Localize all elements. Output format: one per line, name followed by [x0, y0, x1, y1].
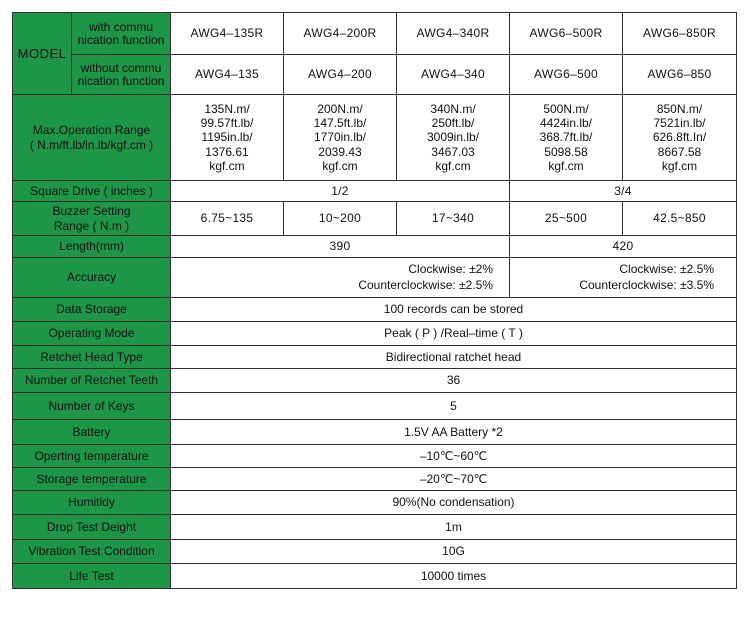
operating-mode-label: Operating Mode	[13, 322, 171, 346]
buzzer-value-5: 42.5~850	[623, 202, 737, 236]
spec-row	[13, 322, 737, 346]
model-without-1: AWG4–135	[171, 55, 284, 95]
max-range-label: Max.Operation Range ( N.m/ft.lb/in.lb/kgf.cm )	[13, 95, 171, 181]
battery-label: Battery	[13, 420, 171, 445]
spec-row	[13, 445, 737, 468]
teeth-value: 36	[171, 369, 737, 393]
storage-temp-label: Storage temperature	[13, 468, 171, 491]
operating-mode-value: Peak ( P ) /Real–time ( T )	[171, 322, 737, 346]
buzzer-value-4: 25~500	[510, 202, 623, 236]
max-range-cell-2: 200N.m/ 147.5ft.lb/ 1770in.lb/ 2039.43 kgf.cm	[284, 95, 397, 181]
spec-row	[13, 540, 737, 564]
keys-value: 5	[171, 393, 737, 420]
spec-row	[13, 420, 737, 445]
model-row-with-comm	[13, 13, 737, 55]
spec-row	[13, 515, 737, 540]
square-drive-value-1: 1/2	[171, 181, 510, 202]
accuracy-label: Accuracy	[13, 258, 171, 298]
accuracy-value-2: Clockwise: ±2.5% Counterclockwise: ±3.5%	[510, 258, 737, 298]
drop-test-label: Drop Test Deight	[13, 515, 171, 540]
spec-row	[13, 298, 737, 322]
length-value-2: 420	[510, 236, 737, 258]
spec-row	[13, 346, 737, 369]
model-with-5: AWG6–850R	[623, 13, 737, 55]
operating-temp-label: Operting temperature	[13, 445, 171, 468]
life-test-label: Life Test	[13, 564, 171, 589]
battery-value: 1.5V AA Battery *2	[171, 420, 737, 445]
model-without-2: AWG4–200	[284, 55, 397, 95]
model-without-3: AWG4–340	[397, 55, 510, 95]
teeth-label: Number of Retchet Teeth	[13, 369, 171, 393]
spec-table	[12, 12, 737, 589]
model-without-5: AWG6–850	[623, 55, 737, 95]
model-with-4: AWG6–500R	[510, 13, 623, 55]
humidity-label: Humitidy	[13, 491, 171, 515]
accuracy-value-1: Clockwise: ±2% Counterclockwise: ±2.5%	[171, 258, 510, 298]
model-with-1: AWG4–135R	[171, 13, 284, 55]
data-storage-value: 100 records can be stored	[171, 298, 737, 322]
model-without-4: AWG6–500	[510, 55, 623, 95]
operating-temp-value: –10℃~60℃	[171, 445, 737, 468]
life-test-value: 10000 times	[171, 564, 737, 589]
length-value-1: 390	[171, 236, 510, 258]
square-drive-row	[13, 181, 737, 202]
keys-label: Number of Keys	[13, 393, 171, 420]
buzzer-value-2: 10~200	[284, 202, 397, 236]
max-range-cell-4: 500N.m/ 4424in.lb/ 368.7ft.lb/ 5098.58 kgf.cm	[510, 95, 623, 181]
buzzer-label: Buzzer Setting Range ( N.m )	[13, 202, 171, 236]
model-with-2: AWG4–200R	[284, 13, 397, 55]
max-range-cell-5: 850N.m/ 7521in.lb/ 626.8ft.In/ 8667.58 kgf.cm	[623, 95, 737, 181]
data-storage-label: Data Storage	[13, 298, 171, 322]
head-type-label: Retchet Head Type	[13, 346, 171, 369]
buzzer-value-3: 17~340	[397, 202, 510, 236]
head-type-value: Bidirectional ratchet head	[171, 346, 737, 369]
buzzer-value-1: 6.75~135	[171, 202, 284, 236]
square-drive-label: Square Drive ( inches )	[13, 181, 171, 202]
storage-temp-value: –20℃~70℃	[171, 468, 737, 491]
with-comm-label: with commu nication function	[72, 13, 171, 55]
square-drive-value-2: 3/4	[510, 181, 737, 202]
spec-row	[13, 393, 737, 420]
spec-row	[13, 564, 737, 589]
model-label: MODEL	[13, 13, 72, 95]
max-range-cell-3: 340N.m/ 250ft.lb/ 3009in.lb/ 3467.03 kgf.cm	[397, 95, 510, 181]
model-with-3: AWG4–340R	[397, 13, 510, 55]
max-range-row	[13, 95, 737, 181]
drop-test-value: 1m	[171, 515, 737, 540]
humidity-value: 90%(No condensation)	[171, 491, 737, 515]
max-range-cell-1: 135N.m/ 99.57ft.lb/ 1195in.lb/ 1376.61 kgf.cm	[171, 95, 284, 181]
vibration-test-value: 10G	[171, 540, 737, 564]
buzzer-row	[13, 202, 737, 236]
length-row	[13, 236, 737, 258]
spec-row	[13, 369, 737, 393]
model-row-without-comm	[13, 55, 737, 95]
spec-row	[13, 468, 737, 491]
vibration-test-label: Vibration Test Condition	[13, 540, 171, 564]
length-label: Length(mm)	[13, 236, 171, 258]
without-comm-label: without commu nication function	[72, 55, 171, 95]
spec-row	[13, 491, 737, 515]
accuracy-row	[13, 258, 737, 298]
